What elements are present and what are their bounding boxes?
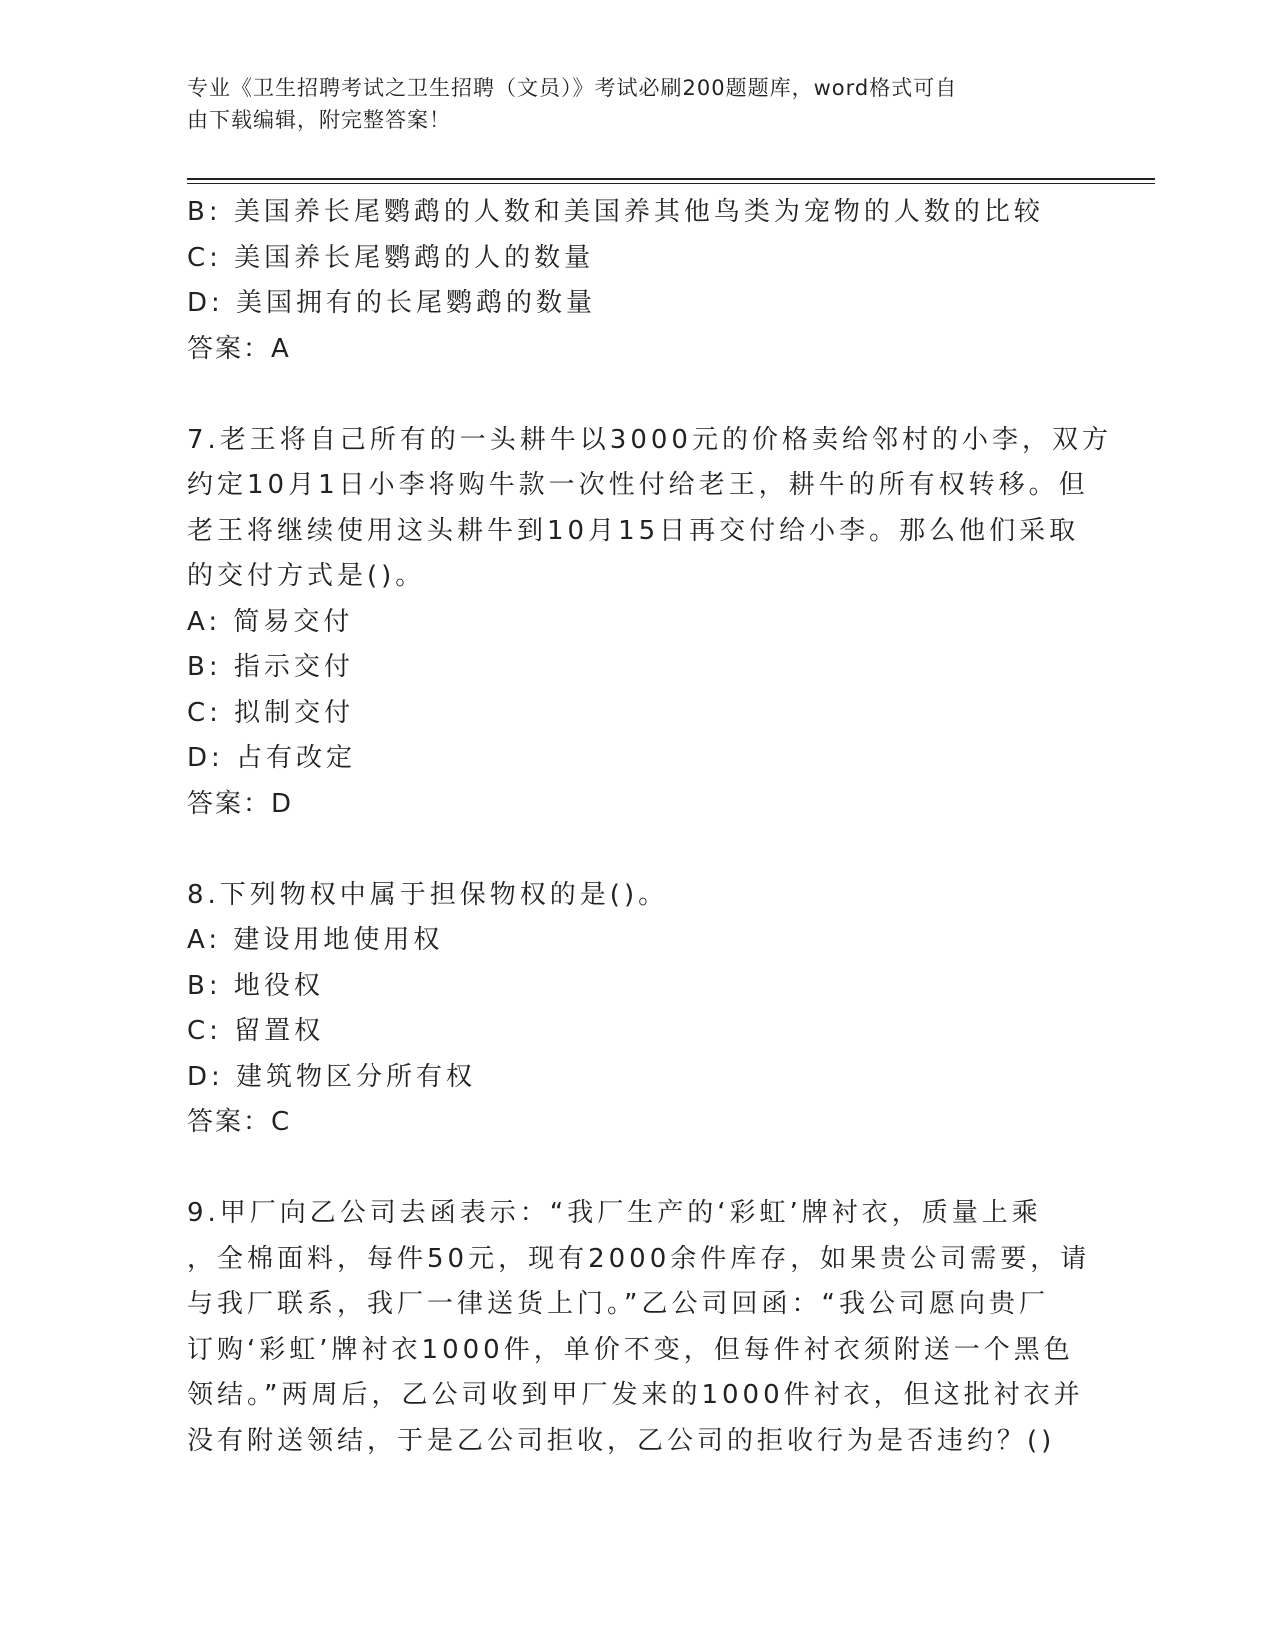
q9-stem-line-5: 领结。”两周后，乙公司收到甲厂发来的1000件衬衣，但这批衬衣并 <box>187 1380 1084 1410</box>
q7-option-a: A: 简易交付 <box>187 606 354 637</box>
q7-option-c: C: 拟制交付 <box>187 697 355 728</box>
q6-option-c: C: 美国养长尾鹦鹉的人的数量 <box>187 242 595 273</box>
q7-option-d: D: 占有改定 <box>187 743 357 773</box>
q6-option-d: D: 美国拥有的长尾鹦鹉的数量 <box>187 288 597 318</box>
q9-stem-line-3: 与我厂联系，我厂一律送货上门。”乙公司回函：“我公司愿向贵厂 <box>187 1289 1049 1319</box>
document-header <box>187 72 1067 136</box>
question-8 <box>187 873 1087 1146</box>
q9-stem-line-4: 订购‘彩虹’牌衬衣1000件，单价不变，但每件衬衣须附送一个黑色 <box>187 1334 1074 1365</box>
q7-stem-line-1: 7.老王将自己所有的一头耕牛以3000元的价格卖给邻村的小李，双方 <box>187 424 1112 455</box>
q7-option-b: B: 指示交付 <box>187 652 354 682</box>
q6-option-b: B: 美国养长尾鹦鹉的人数和美国养其他鸟类为宠物的人数的比较 <box>187 197 1044 227</box>
spacer <box>187 1146 1087 1192</box>
q8-option-b: B: 地役权 <box>187 970 324 1001</box>
q9-stem-line-2: ，全棉面料，每件50元，现有2000余件库存，如果贵公司需要，请 <box>187 1243 1091 1274</box>
q8-answer: 答案：C <box>187 1107 292 1137</box>
q9-stem-line-1: 9.甲厂向乙公司去函表示：“我厂生产的‘彩虹’牌衬衣，质量上乘 <box>187 1198 1042 1228</box>
question-9 <box>187 1191 1091 1464</box>
spacer <box>187 372 1087 418</box>
question-7 <box>187 418 1112 828</box>
q7-answer: 答案：D <box>187 788 294 819</box>
q7-stem-line-4: 的交付方式是()。 <box>187 561 426 591</box>
q8-stem-line-1: 8.下列物权中属于担保物权的是()。 <box>187 879 669 910</box>
q8-option-c: C: 留置权 <box>187 1016 325 1046</box>
q8-option-d: D: 建筑物区分所有权 <box>187 1061 477 1092</box>
question-list <box>187 190 1112 1464</box>
spacer <box>187 827 1087 873</box>
header-rule-thick <box>187 178 1155 180</box>
q7-stem-line-2: 约定10月1日小李将购牛款一次性付给老王，耕牛的所有权转移。但 <box>187 470 1089 500</box>
header-rule-thin <box>187 183 1155 184</box>
q8-option-a: A: 建设用地使用权 <box>187 925 444 955</box>
q7-stem-line-3: 老王将继续使用这头耕牛到10月15日再交付给小李。那么他们采取 <box>187 515 1080 546</box>
question-6-tail <box>187 190 1087 372</box>
header-title-line-1: 专业《卫生招聘考试之卫生招聘（文员）》考试必刷200题题库，word格式可自 <box>187 76 958 100</box>
header-title-line-2: 由下载编辑，附完整答案！ <box>187 108 451 132</box>
q9-stem-line-6: 没有附送领结，于是乙公司拒收，乙公司的拒收行为是否违约？() <box>187 1425 1056 1456</box>
q6-answer: 答案：A <box>187 333 291 364</box>
